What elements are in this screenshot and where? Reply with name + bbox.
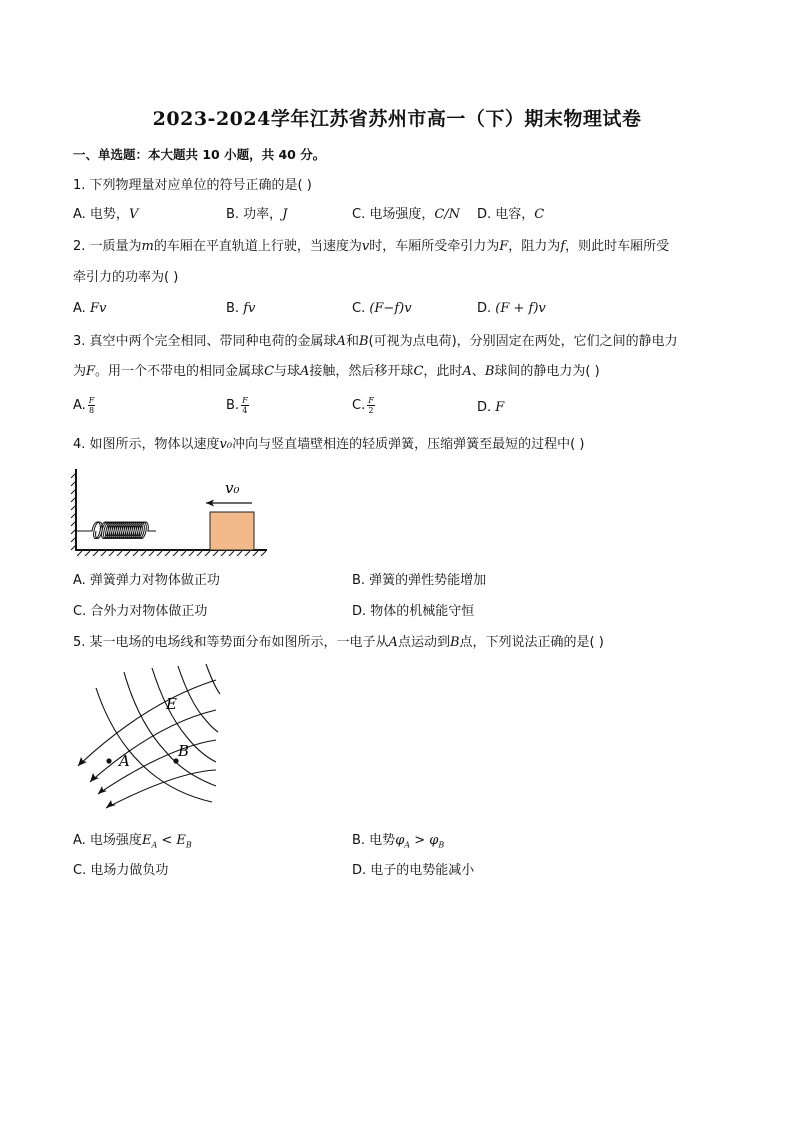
q5-option-a: A. 电场强度$E_A < E_B$: [73, 833, 192, 850]
section-heading: 一、单选题：本大题共 10 小题，共 40 分。: [73, 147, 326, 162]
q2-option-c: C. (F−f)v: [352, 301, 412, 316]
point-a: [106, 758, 111, 763]
question-3-stem-line1: 3. 真空中两个完全相同、带同种电荷的金属球A和B(可视为点电荷)，分别固定在两处，它们之间的静电力: [73, 334, 678, 349]
label-b: B: [178, 742, 190, 760]
label-e: E: [166, 695, 177, 713]
block: [210, 512, 254, 550]
q1-option-b: B. 功率，J: [226, 207, 288, 222]
q2-option-d: D. (F + f)v: [477, 301, 546, 316]
q3-option-b: B. $\frac{F}{4}$: [226, 396, 248, 415]
spring-block-figure: [70, 463, 275, 559]
q4-option-a: A. 弹簧弹力对物体做正功: [73, 573, 220, 588]
q1-option-d: D. 电容，C: [477, 207, 545, 222]
spring: [76, 522, 156, 539]
question-2-stem-line1: 2. 一质量为m的车厢在平直轨道上行驶，当速度为v时，车厢所受牵引力为F，阻力为f，则此时车厢所受: [73, 239, 670, 254]
q2-option-a: A. Fv: [73, 301, 107, 316]
fraction: $\frac{F}{4}$: [242, 396, 248, 415]
fraction: $\frac{F}{2}$: [368, 396, 374, 415]
q1-option-a: A. 电势，V: [73, 207, 139, 222]
velocity-label: v₀: [225, 479, 240, 497]
q1-option-c: C. 电场强度，C/N: [352, 207, 461, 222]
question-5-stem: 5. 某一电场的电场线和等势面分布如图所示，一电子从A点运动到B点，下列说法正确的是( ): [73, 635, 604, 650]
q4-option-c: C. 合外力对物体做正功: [73, 604, 208, 619]
question-4-stem: 4. 如图所示，物体以速度v₀冲向与竖直墙壁相连的轻质弹簧，压缩弹簧至最短的过程中( ): [73, 437, 585, 452]
q4-option-d: D. 物体的机械能守恒: [352, 604, 475, 619]
q5-option-b: B. 电势$\varphi_A > \varphi_B$: [352, 833, 445, 850]
question-1-stem: 1. 下列物理量对应单位的符号正确的是( ): [73, 178, 312, 193]
q3-option-a: A. $\frac{F}{8}$: [73, 396, 95, 415]
q5-option-c: C. 电场力做负功: [73, 863, 169, 878]
q5-option-d: D. 电子的电势能减小: [352, 863, 475, 878]
label-a: A: [119, 752, 130, 770]
fraction: $\frac{F}{8}$: [88, 396, 95, 415]
page-title: 2023-2024学年江苏省苏州市高一（下）期末物理试卷: [152, 108, 642, 130]
q3-option-c: C. $\frac{F}{2}$: [352, 396, 374, 415]
question-3-stem-line2: 为F。用一个不带电的相同金属球C与球A接触，然后移开球C，此时A、B球间的静电力为( ): [73, 364, 600, 379]
question-2-stem-line2: 牵引力的功率为( ): [73, 270, 179, 285]
q3-option-d: D. F: [477, 400, 505, 415]
q4-option-b: B. 弹簧的弹性势能增加: [352, 573, 487, 588]
electric-field-figure: [66, 662, 226, 822]
q2-option-b: B. fv: [226, 301, 256, 316]
